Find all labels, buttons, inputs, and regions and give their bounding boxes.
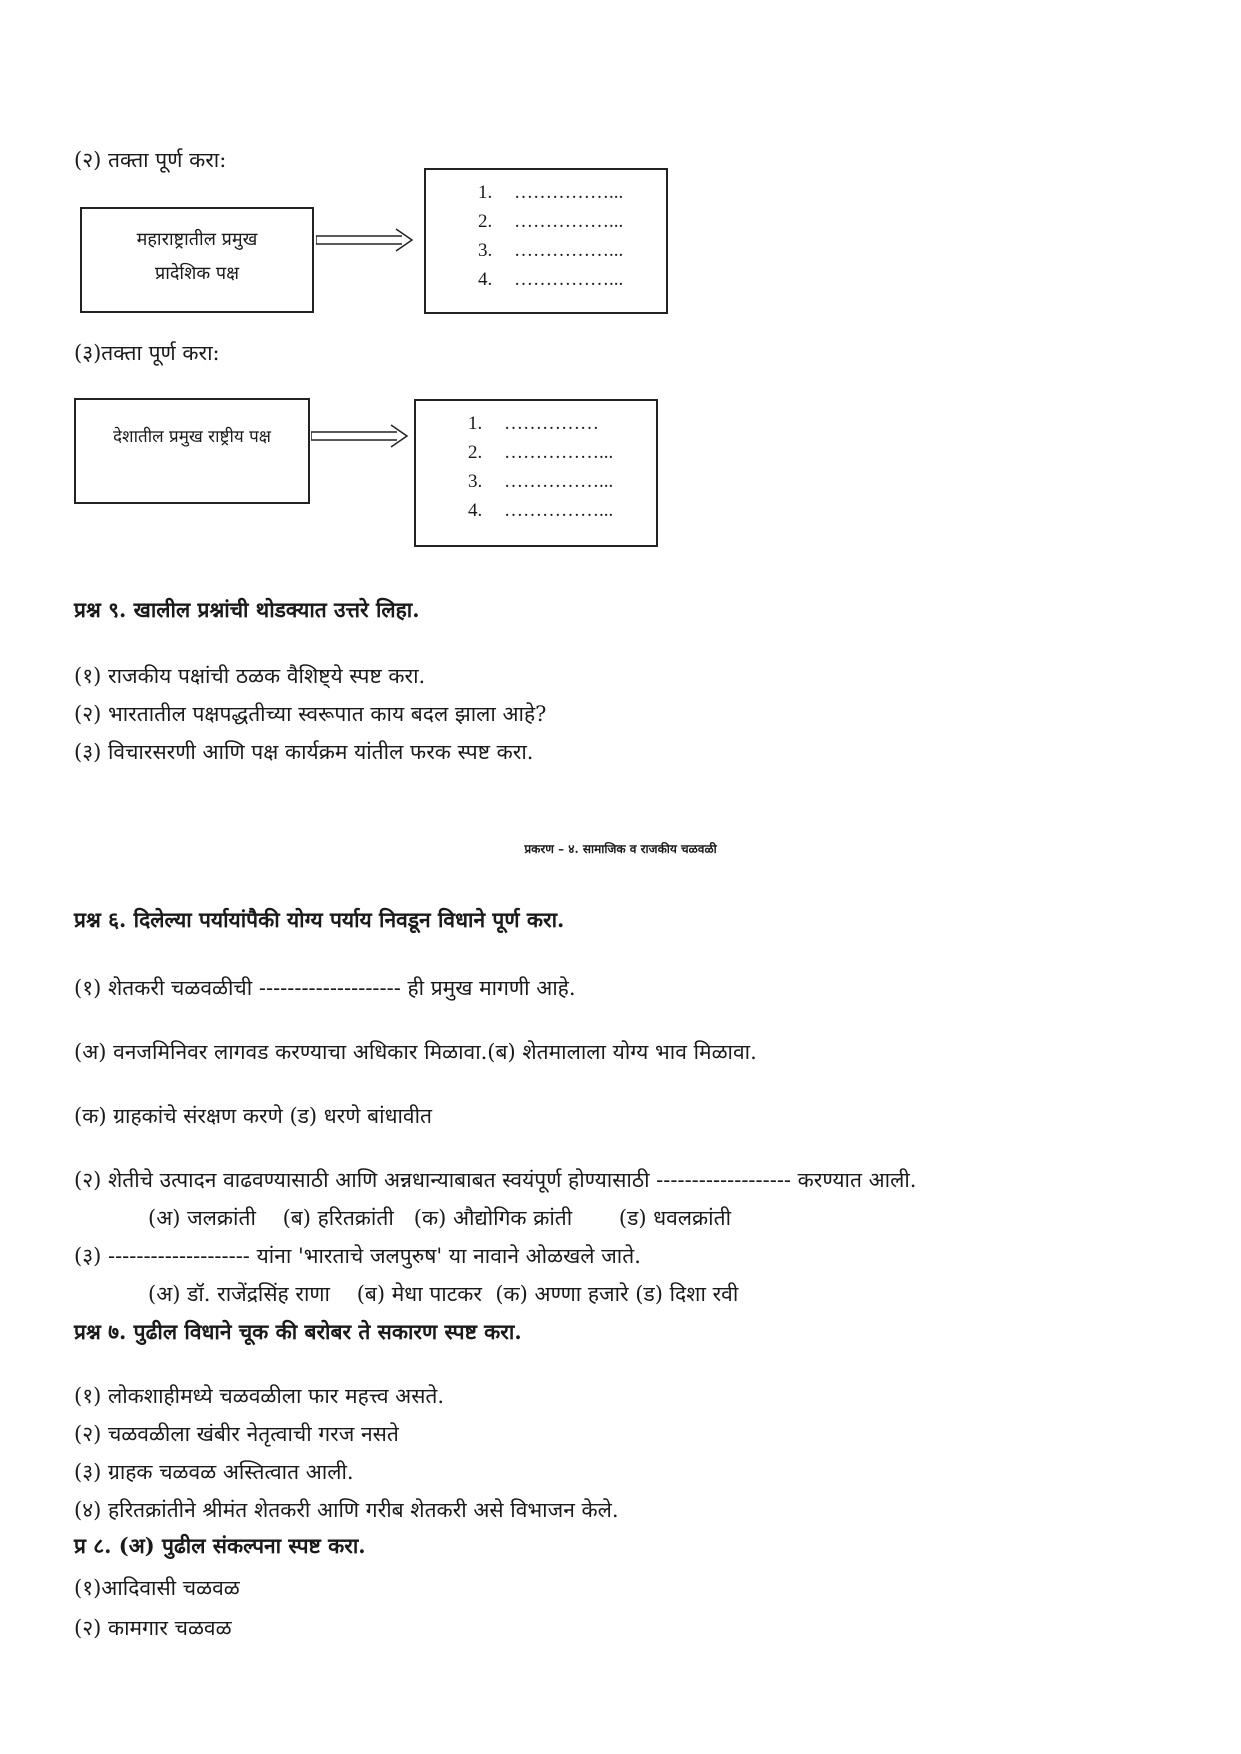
table2-item-2: 2. ……………...: [478, 211, 624, 232]
q8-item-2: (२) कामगार चळवळ: [74, 1616, 232, 1640]
q9-heading: प्रश्न ९. खालील प्रश्नांची थोडक्यात उत्तरे लिहा.: [74, 597, 420, 622]
q6-item-1-options-a: (अ) वनजमिनिवर लागवड करण्याचा अधिकार मिळावा.(ब) शेतमालाला योग्य भाव मिळावा.: [74, 1040, 757, 1064]
table2-item-4: 4. ……………...: [478, 269, 624, 290]
table3-item-1: 1. ……………: [468, 413, 599, 434]
q8-item-1: (१)आदिवासी चळवळ: [74, 1576, 240, 1600]
q6-heading: प्रश्न ६. दिलेल्या पर्यायांपैकी योग्य पर्याय निवडून विधाने पूर्ण करा.: [74, 907, 565, 932]
table3-item-3: 3. ……………...: [468, 471, 614, 492]
table2-heading: (२) तक्ता पूर्ण करा:: [74, 148, 227, 172]
table3-arrow-icon: [311, 422, 411, 452]
table3-left-box: [74, 398, 310, 504]
q9-item-3: (३) विचारसरणी आणि पक्ष कार्यक्रम यांतील फरक स्पष्ट करा.: [74, 740, 534, 764]
q6-item-3: (३) -------------------- यांना 'भारताचे जलपुरुष' या नावाने ओळखले जाते.: [74, 1244, 641, 1268]
table2-item-1: 1. ……………...: [478, 182, 624, 203]
q9-item-2: (२) भारतातील पक्षपद्धतीच्या स्वरूपात काय बदल झाला आहे?: [74, 702, 547, 726]
table3-item-2: 2. ……………...: [468, 442, 614, 463]
table2-left-line1: महाराष्ट्रातील प्रमुख: [136, 229, 258, 250]
q7-item-2: (२) चळवळीला खंबीर नेतृत्वाची गरज नसते: [74, 1422, 399, 1446]
q6-item-3-options: (अ) डॉ. राजेंद्रसिंह राणा (ब) मेधा पाटकर (क) अण्णा हजारे (ड) दिशा रवी: [148, 1282, 739, 1306]
q7-item-4: (४) हरितक्रांतीने श्रीमंत शेतकरी आणि गरीब शेतकरी असे विभाजन केले.: [74, 1498, 619, 1522]
table2-arrow-icon: [316, 226, 416, 256]
q6-item-2-options: (अ) जलक्रांती (ब) हरितक्रांती (क) औद्योगिक क्रांती (ड) धवलक्रांती: [148, 1206, 732, 1230]
table2-item-3: 3. ……………...: [478, 240, 624, 261]
q6-item-2: (२) शेतीचे उत्पादन वाढवण्यासाठी आणि अन्नधान्याबाबत स्वयंपूर्ण होण्यासाठी ------------------- करण्यात आली.: [74, 1168, 917, 1192]
q7-item-1: (१) लोकशाहीमध्ये चळवळीला फार महत्त्व असते.: [74, 1384, 445, 1408]
q6-item-1: (१) शेतकरी चळवळीची -------------------- ही प्रमुख मागणी आहे.: [74, 976, 576, 1000]
q7-item-3: (३) ग्राहक चळवळ अस्तित्वात आली.: [74, 1460, 354, 1484]
table2-answer-box: [424, 168, 668, 314]
table3-answer-box: [414, 399, 658, 547]
q9-item-1: (१) राजकीय पक्षांची ठळक वैशिष्ट्ये स्पष्ट करा.: [74, 664, 426, 688]
chapter-title: प्रकरण – ४. सामाजिक व राजकीय चळवळी: [524, 842, 717, 856]
q6-item-1-options-b: (क) ग्राहकांचे संरक्षण करणे (ड) धरणे बांधावीत: [74, 1104, 433, 1128]
table3-heading: (३)तक्ता पूर्ण करा:: [74, 341, 220, 365]
table3-item-4: 4. ……………...: [468, 500, 614, 521]
table2-left-box: [80, 207, 314, 313]
table2-left-line2: प्रादेशिक पक्ष: [154, 263, 240, 284]
q7-heading: प्रश्न ७. पुढील विधाने चूक की बरोबर ते सकारण स्पष्ट करा.: [74, 1319, 522, 1344]
table3-left-text: देशातील प्रमुख राष्ट्रीय पक्ष: [113, 427, 271, 447]
q8-heading: प्र ८. (अ) पुढील संकल्पना स्पष्ट करा.: [74, 1533, 366, 1558]
